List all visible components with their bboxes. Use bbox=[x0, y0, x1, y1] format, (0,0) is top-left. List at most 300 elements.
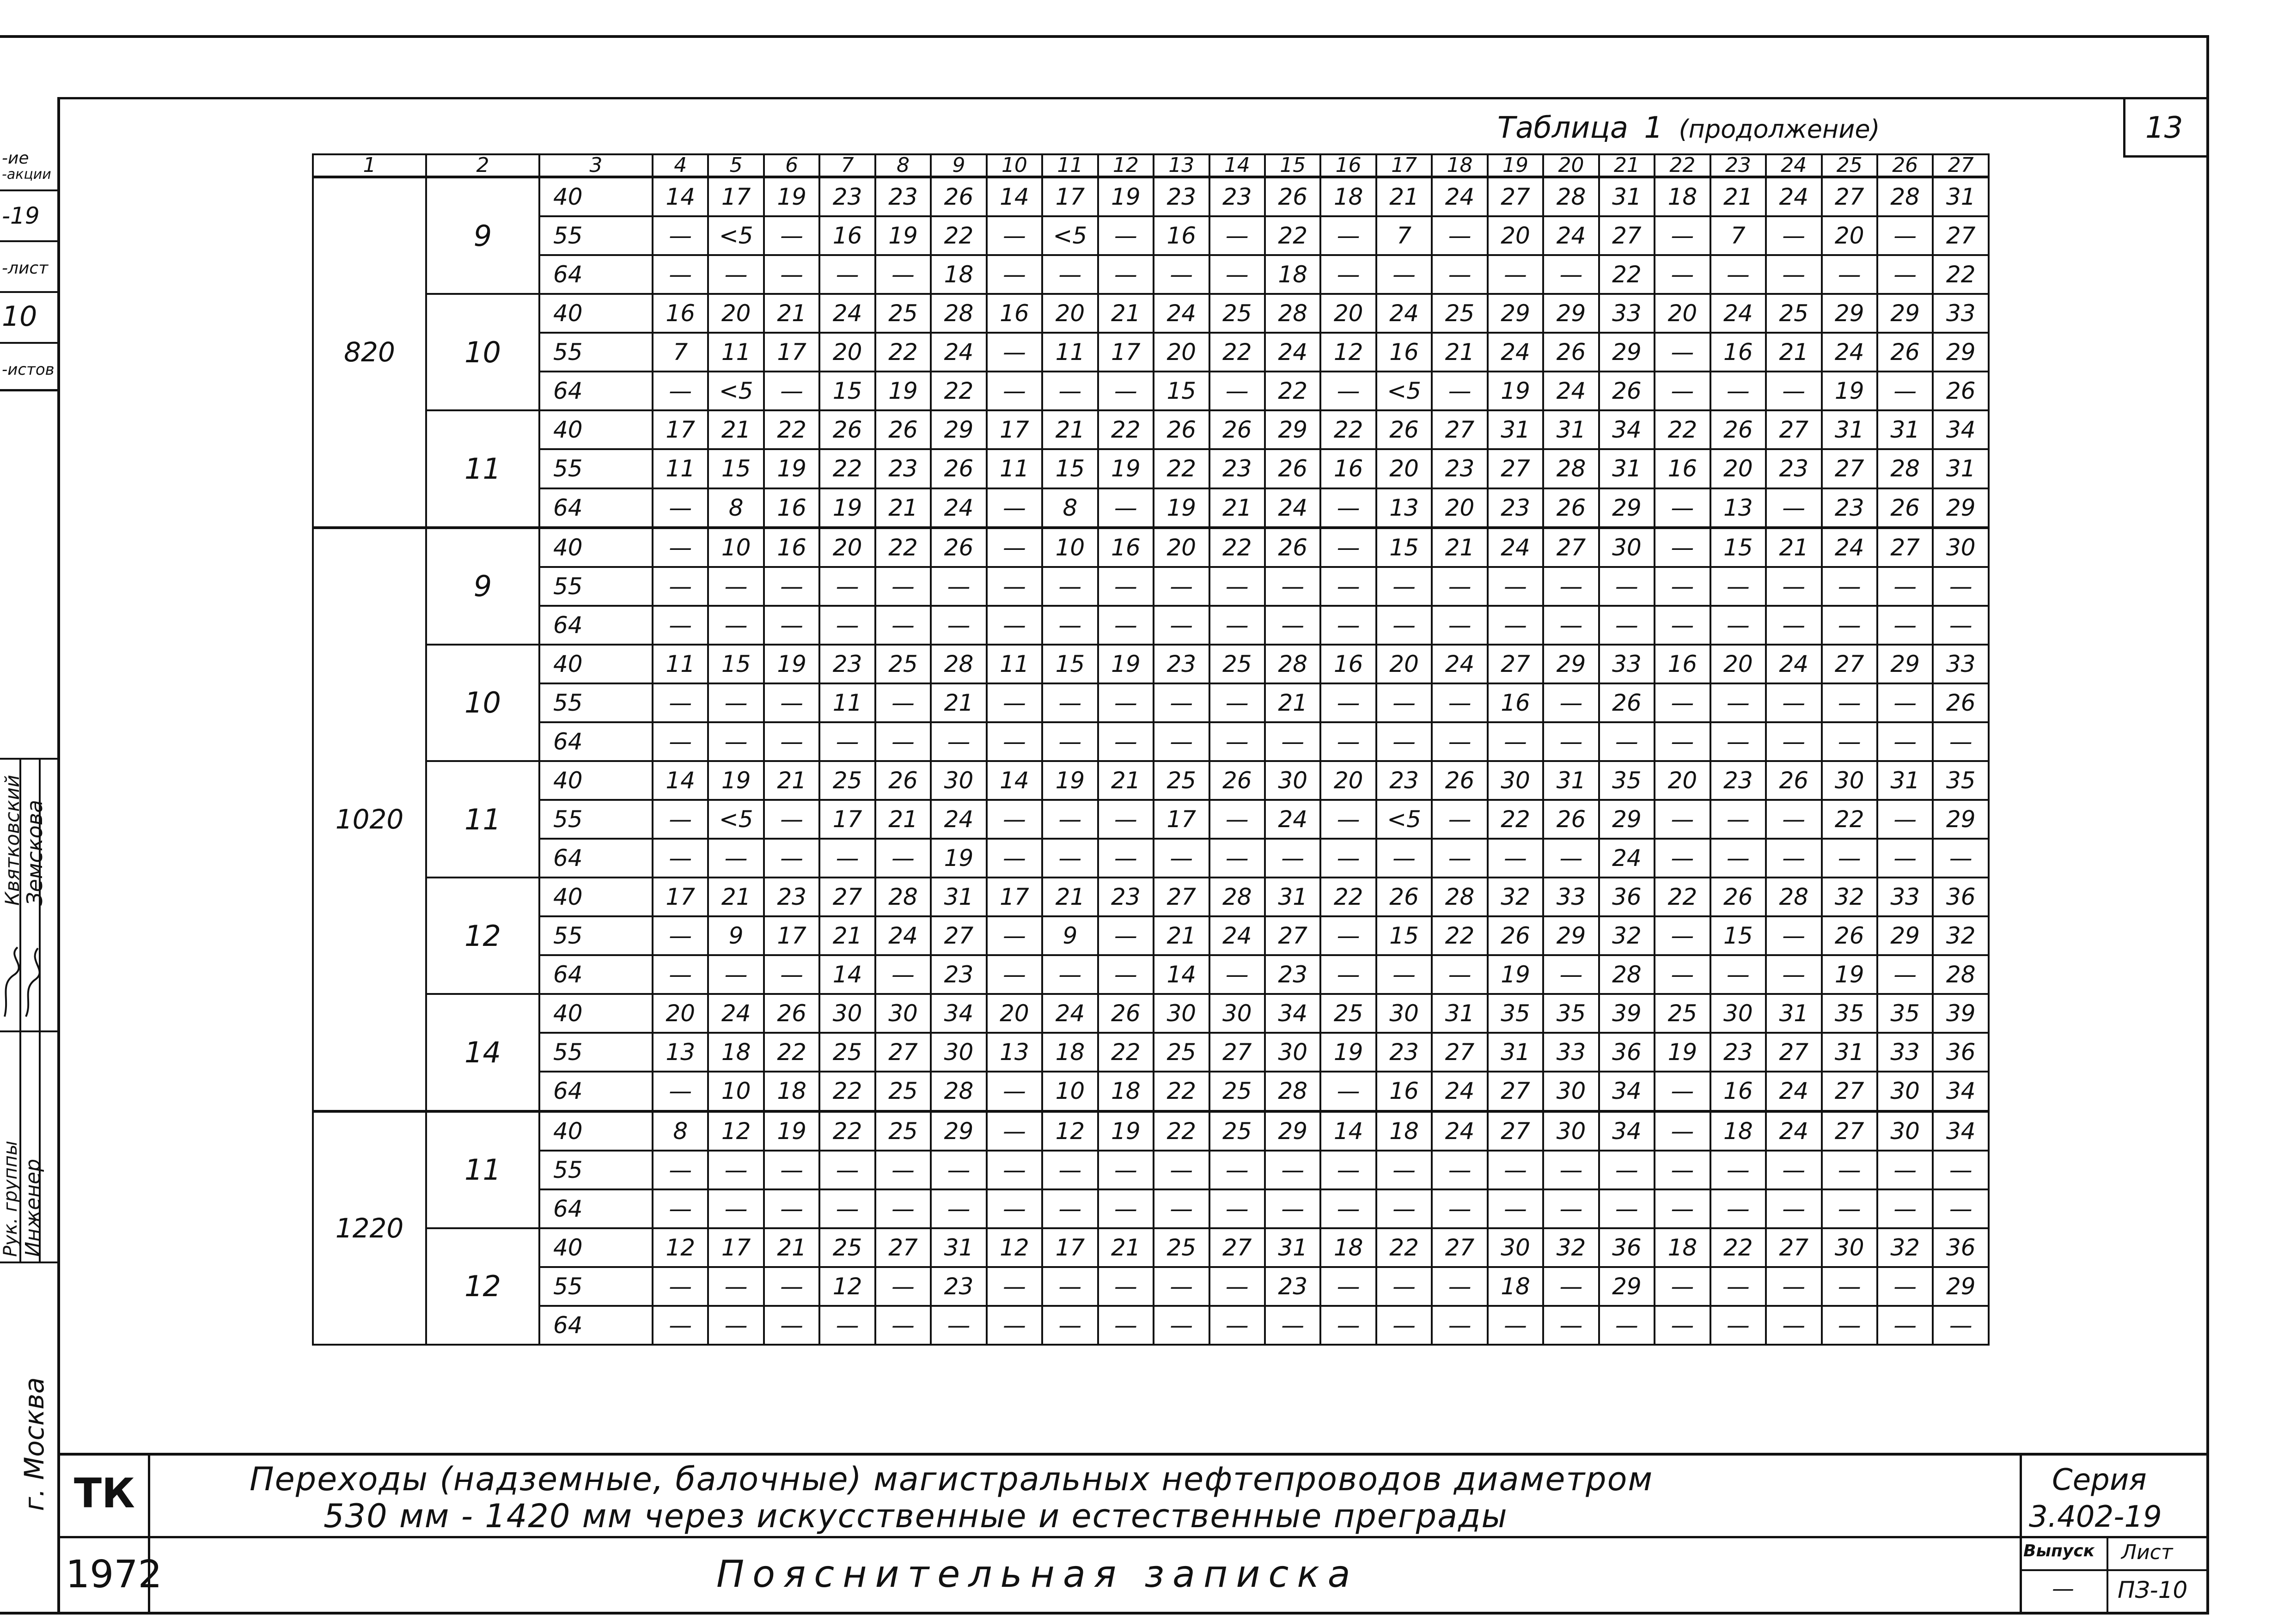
value-cell: 32 bbox=[1933, 916, 1989, 955]
value-cell: — bbox=[987, 916, 1042, 955]
value-cell: 22 bbox=[931, 372, 986, 410]
page-number: 13 bbox=[2145, 111, 2183, 145]
value-cell: 27 bbox=[1488, 449, 1543, 488]
value-cell: — bbox=[653, 216, 708, 255]
value-cell: 26 bbox=[931, 177, 986, 216]
value-cell: — bbox=[1042, 722, 1098, 761]
table-row bbox=[313, 177, 1989, 216]
value-cell: 29 bbox=[1933, 800, 1989, 839]
value-cell: — bbox=[1766, 683, 1821, 722]
value-cell: 22 bbox=[1655, 410, 1710, 449]
value-cell: — bbox=[1432, 722, 1487, 761]
stub-text-4: -лист bbox=[2, 259, 49, 278]
name-head: Квятковский bbox=[1, 774, 24, 906]
value-cell: 21 bbox=[1098, 294, 1154, 333]
value-cell: 21 bbox=[875, 800, 931, 839]
value-cell: 20 bbox=[1655, 761, 1710, 800]
value-cell: — bbox=[1154, 1189, 1209, 1228]
table-row bbox=[313, 994, 1989, 1033]
value-cell: 27 bbox=[1766, 1033, 1821, 1072]
value-cell: — bbox=[1655, 1306, 1710, 1345]
value-cell: 20 bbox=[1710, 645, 1766, 683]
value-cell: — bbox=[1432, 372, 1487, 410]
value-cell: 20 bbox=[1488, 216, 1543, 255]
value-cell: 22 bbox=[1710, 1228, 1766, 1267]
value-cell: 17 bbox=[764, 916, 819, 955]
value-cell: 25 bbox=[875, 1072, 931, 1111]
sig-block-top bbox=[0, 758, 58, 760]
issue-sheet-divider bbox=[2107, 1536, 2108, 1615]
value-cell: — bbox=[1655, 372, 1710, 410]
value-cell: 20 bbox=[708, 294, 763, 333]
value-cell: — bbox=[764, 567, 819, 606]
column-header: 14 bbox=[1209, 154, 1265, 177]
value-cell: 9 bbox=[1042, 916, 1098, 955]
value-cell: 8 bbox=[1042, 488, 1098, 528]
value-cell: 25 bbox=[1209, 1072, 1265, 1111]
value-cell: 24 bbox=[1543, 372, 1599, 410]
value-cell: — bbox=[1933, 722, 1989, 761]
value-cell: 27 bbox=[1822, 645, 1877, 683]
value-cell: 12 bbox=[653, 1228, 708, 1267]
value-cell: 29 bbox=[1877, 294, 1933, 333]
value-cell: 22 bbox=[1320, 878, 1376, 916]
wall-thickness-cell: 12 bbox=[426, 878, 539, 994]
project-title-line2: 530 мм - 1420 мм через искусственные и естественные преграды bbox=[324, 1497, 1508, 1535]
value-cell: 27 bbox=[819, 878, 875, 916]
value-cell: 19 bbox=[1320, 1033, 1376, 1072]
value-cell: 21 bbox=[708, 878, 763, 916]
value-cell: 21 bbox=[764, 294, 819, 333]
value-cell: — bbox=[1265, 1189, 1320, 1228]
value-cell: — bbox=[1432, 955, 1487, 994]
value-cell: 21 bbox=[875, 488, 931, 528]
value-cell: 18 bbox=[1376, 1111, 1432, 1151]
pressure-cell: 64 bbox=[539, 606, 653, 645]
column-header: 12 bbox=[1098, 154, 1154, 177]
value-cell: 14 bbox=[1154, 955, 1209, 994]
value-cell: 23 bbox=[1710, 761, 1766, 800]
value-cell: 22 bbox=[1265, 372, 1320, 410]
value-cell: 39 bbox=[1933, 994, 1989, 1033]
value-cell: 26 bbox=[1543, 488, 1599, 528]
column-header: 7 bbox=[819, 154, 875, 177]
value-cell: — bbox=[1376, 606, 1432, 645]
value-cell: 17 bbox=[764, 333, 819, 372]
value-cell: 27 bbox=[875, 1228, 931, 1267]
value-cell: 27 bbox=[1822, 449, 1877, 488]
stub-divider-1 bbox=[0, 189, 58, 191]
value-cell: 21 bbox=[1432, 528, 1487, 567]
value-cell: 16 bbox=[653, 294, 708, 333]
column-header: 8 bbox=[875, 154, 931, 177]
value-cell: — bbox=[1543, 1306, 1599, 1345]
value-cell: 23 bbox=[1766, 449, 1821, 488]
value-cell: 29 bbox=[1877, 645, 1933, 683]
value-cell: — bbox=[1320, 1267, 1376, 1306]
value-cell: — bbox=[1209, 567, 1265, 606]
value-cell: 22 bbox=[1098, 410, 1154, 449]
value-cell: 13 bbox=[1710, 488, 1766, 528]
value-cell: 24 bbox=[1766, 1111, 1821, 1151]
value-cell: — bbox=[1543, 1151, 1599, 1189]
value-cell: 13 bbox=[1376, 488, 1432, 528]
value-cell: 21 bbox=[1154, 916, 1209, 955]
value-cell: — bbox=[1154, 1151, 1209, 1189]
value-cell: — bbox=[1432, 1189, 1487, 1228]
value-cell: — bbox=[1098, 955, 1154, 994]
column-header: 16 bbox=[1320, 154, 1376, 177]
value-cell: 19 bbox=[931, 839, 986, 878]
value-cell: 24 bbox=[1265, 488, 1320, 528]
value-cell: — bbox=[1655, 916, 1710, 955]
value-cell: — bbox=[1098, 488, 1154, 528]
column-header: 23 bbox=[1710, 154, 1766, 177]
value-cell: — bbox=[1655, 606, 1710, 645]
value-cell: 19 bbox=[1098, 1111, 1154, 1151]
value-cell: — bbox=[1320, 1151, 1376, 1189]
value-cell: — bbox=[819, 1151, 875, 1189]
value-cell: — bbox=[653, 722, 708, 761]
table-number: 1 bbox=[1644, 111, 1663, 145]
value-cell: — bbox=[653, 1267, 708, 1306]
table-row bbox=[313, 216, 1989, 255]
value-cell: 25 bbox=[1154, 1228, 1209, 1267]
value-cell: 11 bbox=[708, 333, 763, 372]
value-cell: — bbox=[1098, 1306, 1154, 1345]
value-cell: — bbox=[987, 255, 1042, 294]
page-number-box-left bbox=[2123, 97, 2125, 157]
value-cell: — bbox=[1265, 1151, 1320, 1189]
value-cell: 21 bbox=[1376, 177, 1432, 216]
value-cell: — bbox=[1265, 606, 1320, 645]
value-cell: 7 bbox=[653, 333, 708, 372]
value-cell: — bbox=[1933, 839, 1989, 878]
value-cell: 19 bbox=[1822, 955, 1877, 994]
value-cell: 16 bbox=[1320, 645, 1376, 683]
value-cell: — bbox=[1877, 1189, 1933, 1228]
value-cell: — bbox=[1432, 839, 1487, 878]
value-cell: 21 bbox=[1710, 177, 1766, 216]
table-row bbox=[313, 955, 1989, 994]
value-cell: 28 bbox=[1877, 177, 1933, 216]
value-cell: — bbox=[1154, 683, 1209, 722]
issue-label: Выпуск bbox=[2023, 1542, 2095, 1560]
pressure-cell: 64 bbox=[539, 722, 653, 761]
value-cell: 15 bbox=[708, 449, 763, 488]
value-cell: 28 bbox=[931, 645, 986, 683]
value-cell: — bbox=[1543, 606, 1599, 645]
value-cell: 29 bbox=[1599, 488, 1655, 528]
value-cell: — bbox=[1154, 567, 1209, 606]
value-cell: 22 bbox=[1154, 1111, 1209, 1151]
value-cell: 26 bbox=[819, 410, 875, 449]
value-cell: — bbox=[1209, 800, 1265, 839]
value-cell: 36 bbox=[1599, 878, 1655, 916]
value-cell: 28 bbox=[1543, 449, 1599, 488]
value-cell: 23 bbox=[1265, 955, 1320, 994]
value-cell: 23 bbox=[931, 1267, 986, 1306]
pressure-cell: 55 bbox=[539, 1151, 653, 1189]
value-cell: — bbox=[987, 216, 1042, 255]
value-cell: — bbox=[931, 1189, 986, 1228]
value-cell: 34 bbox=[931, 994, 986, 1033]
value-cell: — bbox=[764, 1306, 819, 1345]
value-cell: 27 bbox=[1154, 878, 1209, 916]
value-cell: — bbox=[1042, 955, 1098, 994]
pressure-cell: 55 bbox=[539, 333, 653, 372]
value-cell: — bbox=[653, 955, 708, 994]
value-cell: 23 bbox=[1710, 1033, 1766, 1072]
issue-value: — bbox=[2052, 1576, 2074, 1602]
value-cell: — bbox=[875, 1151, 931, 1189]
value-cell: — bbox=[1599, 722, 1655, 761]
value-cell: — bbox=[875, 839, 931, 878]
value-cell: — bbox=[1154, 606, 1209, 645]
value-cell: 23 bbox=[875, 449, 931, 488]
value-cell: 26 bbox=[1877, 333, 1933, 372]
value-cell: 36 bbox=[1933, 1033, 1989, 1072]
value-cell: 11 bbox=[1042, 333, 1098, 372]
value-cell: — bbox=[1766, 1306, 1821, 1345]
value-cell: — bbox=[1209, 683, 1265, 722]
value-cell: — bbox=[1320, 1306, 1376, 1345]
value-cell: 24 bbox=[708, 994, 763, 1033]
stub-divider-3 bbox=[0, 291, 58, 293]
value-cell: 30 bbox=[1488, 761, 1543, 800]
value-cell: 24 bbox=[931, 333, 986, 372]
value-cell: — bbox=[1877, 683, 1933, 722]
table-row bbox=[313, 528, 1989, 567]
value-cell: 21 bbox=[1265, 683, 1320, 722]
value-cell: 30 bbox=[1599, 528, 1655, 567]
value-cell: 18 bbox=[708, 1033, 763, 1072]
value-cell: 31 bbox=[931, 1228, 986, 1267]
value-cell: 18 bbox=[1320, 177, 1376, 216]
value-cell: 29 bbox=[1265, 410, 1320, 449]
value-cell: 16 bbox=[987, 294, 1042, 333]
wall-thickness-cell: 12 bbox=[426, 1228, 539, 1345]
value-cell: — bbox=[1098, 1151, 1154, 1189]
value-cell: 22 bbox=[1822, 800, 1877, 839]
value-cell: 31 bbox=[1265, 1228, 1320, 1267]
value-cell: 27 bbox=[1488, 645, 1543, 683]
value-cell: 33 bbox=[1599, 645, 1655, 683]
value-cell: — bbox=[1320, 216, 1376, 255]
value-cell: 30 bbox=[875, 994, 931, 1033]
value-cell: — bbox=[931, 567, 986, 606]
value-cell: — bbox=[1488, 722, 1543, 761]
value-cell: — bbox=[875, 955, 931, 994]
org-code: ТК bbox=[74, 1469, 135, 1517]
value-cell: — bbox=[1877, 372, 1933, 410]
value-cell: 26 bbox=[1599, 372, 1655, 410]
value-cell: 32 bbox=[1488, 878, 1543, 916]
frame-inner-left-line bbox=[57, 97, 60, 1615]
value-cell: 8 bbox=[653, 1111, 708, 1151]
value-cell: — bbox=[1710, 1306, 1766, 1345]
value-cell: 31 bbox=[1599, 177, 1655, 216]
value-cell: 18 bbox=[764, 1072, 819, 1111]
value-cell: — bbox=[1710, 567, 1766, 606]
value-cell: — bbox=[1543, 955, 1599, 994]
value-cell: — bbox=[1877, 255, 1933, 294]
value-cell: 28 bbox=[1265, 1072, 1320, 1111]
value-cell: 20 bbox=[987, 994, 1042, 1033]
value-cell: 27 bbox=[1766, 1228, 1821, 1267]
value-cell: 25 bbox=[1209, 294, 1265, 333]
value-cell: 17 bbox=[1154, 800, 1209, 839]
value-cell: 24 bbox=[875, 916, 931, 955]
value-cell: — bbox=[1822, 606, 1877, 645]
value-cell: — bbox=[1655, 683, 1710, 722]
value-cell: 23 bbox=[819, 645, 875, 683]
value-cell: — bbox=[819, 1306, 875, 1345]
value-cell: — bbox=[1376, 683, 1432, 722]
value-cell: 17 bbox=[653, 410, 708, 449]
value-cell: — bbox=[653, 1072, 708, 1111]
value-cell: — bbox=[987, 372, 1042, 410]
table-row bbox=[313, 294, 1989, 333]
value-cell: — bbox=[1766, 372, 1821, 410]
value-cell: — bbox=[1710, 955, 1766, 994]
value-cell: — bbox=[1822, 1267, 1877, 1306]
value-cell: — bbox=[708, 683, 763, 722]
value-cell: — bbox=[1655, 800, 1710, 839]
value-cell: 23 bbox=[1154, 645, 1209, 683]
column-header: 6 bbox=[764, 154, 819, 177]
value-cell: — bbox=[1098, 372, 1154, 410]
value-cell: — bbox=[1766, 606, 1821, 645]
pressure-cell: 55 bbox=[539, 916, 653, 955]
value-cell: 19 bbox=[1488, 372, 1543, 410]
value-cell: 29 bbox=[1488, 294, 1543, 333]
value-cell: 16 bbox=[1655, 449, 1710, 488]
value-cell: 35 bbox=[1822, 994, 1877, 1033]
value-cell: — bbox=[875, 1189, 931, 1228]
value-cell: — bbox=[653, 488, 708, 528]
value-cell: 21 bbox=[931, 683, 986, 722]
value-cell: — bbox=[1265, 839, 1320, 878]
value-cell: — bbox=[931, 722, 986, 761]
pressure-cell: 40 bbox=[539, 177, 653, 216]
value-cell: 34 bbox=[1265, 994, 1320, 1033]
column-header: 18 bbox=[1432, 154, 1487, 177]
value-cell: 26 bbox=[1098, 994, 1154, 1033]
value-cell: — bbox=[1766, 488, 1821, 528]
value-cell: 29 bbox=[931, 1111, 986, 1151]
signatures-drawing bbox=[0, 943, 58, 1026]
value-cell: — bbox=[819, 255, 875, 294]
value-cell: 29 bbox=[1933, 488, 1989, 528]
value-cell: — bbox=[708, 1267, 763, 1306]
value-cell: 29 bbox=[1543, 645, 1599, 683]
value-cell: 19 bbox=[1098, 177, 1154, 216]
title-block-mid bbox=[57, 1536, 2209, 1538]
value-cell: — bbox=[1710, 722, 1766, 761]
value-cell: 12 bbox=[1042, 1111, 1098, 1151]
value-cell: — bbox=[1766, 216, 1821, 255]
value-cell: 36 bbox=[1933, 1228, 1989, 1267]
value-cell: — bbox=[653, 916, 708, 955]
value-cell: — bbox=[987, 1072, 1042, 1111]
value-cell: <5 bbox=[708, 216, 763, 255]
stub-text-6: -истов bbox=[2, 360, 55, 379]
value-cell: 26 bbox=[875, 410, 931, 449]
value-cell: — bbox=[931, 606, 986, 645]
value-cell: — bbox=[1822, 722, 1877, 761]
table-row bbox=[313, 839, 1989, 878]
value-cell: — bbox=[987, 606, 1042, 645]
value-cell: 22 bbox=[875, 528, 931, 567]
value-cell: — bbox=[764, 606, 819, 645]
value-cell: 18 bbox=[1655, 177, 1710, 216]
pressure-cell: 40 bbox=[539, 1228, 653, 1267]
value-cell: 23 bbox=[875, 177, 931, 216]
value-cell: — bbox=[1098, 1189, 1154, 1228]
value-cell: 27 bbox=[1488, 177, 1543, 216]
city-label: г. Москва bbox=[18, 1377, 50, 1511]
value-cell: 19 bbox=[875, 216, 931, 255]
table-caption bbox=[1497, 111, 1880, 145]
value-cell: — bbox=[875, 1267, 931, 1306]
value-cell: 23 bbox=[1376, 1033, 1432, 1072]
value-cell: — bbox=[1265, 567, 1320, 606]
pressure-cell: 64 bbox=[539, 488, 653, 528]
value-cell: 30 bbox=[1209, 994, 1265, 1033]
value-cell: 22 bbox=[819, 1111, 875, 1151]
value-cell: — bbox=[875, 255, 931, 294]
table-row bbox=[313, 606, 1989, 645]
value-cell: — bbox=[1098, 916, 1154, 955]
value-cell: 24 bbox=[1599, 839, 1655, 878]
value-cell: — bbox=[1098, 683, 1154, 722]
pressure-cell: 40 bbox=[539, 878, 653, 916]
value-cell: 14 bbox=[1320, 1111, 1376, 1151]
table-row bbox=[313, 722, 1989, 761]
value-cell: — bbox=[987, 839, 1042, 878]
pipe-diameter-cell: 820 bbox=[313, 177, 426, 528]
value-cell: — bbox=[708, 955, 763, 994]
value-cell: 28 bbox=[1599, 955, 1655, 994]
value-cell: — bbox=[1432, 255, 1487, 294]
value-cell: 29 bbox=[1599, 333, 1655, 372]
value-cell: — bbox=[653, 255, 708, 294]
column-header: 9 bbox=[931, 154, 986, 177]
value-cell: — bbox=[1098, 255, 1154, 294]
column-header: 24 bbox=[1766, 154, 1821, 177]
value-cell: <5 bbox=[1376, 800, 1432, 839]
value-cell: 13 bbox=[653, 1033, 708, 1072]
value-cell: — bbox=[1320, 683, 1376, 722]
value-cell: 23 bbox=[931, 955, 986, 994]
value-cell: 34 bbox=[1599, 1111, 1655, 1151]
value-cell: 14 bbox=[653, 761, 708, 800]
value-cell: 16 bbox=[1376, 333, 1432, 372]
table-row bbox=[313, 878, 1989, 916]
value-cell: — bbox=[1488, 1306, 1543, 1345]
value-cell: 26 bbox=[1209, 761, 1265, 800]
value-cell: 22 bbox=[1376, 1228, 1432, 1267]
frame-inner-top-line bbox=[57, 97, 2209, 99]
value-cell: 18 bbox=[1488, 1267, 1543, 1306]
value-cell: — bbox=[1822, 1151, 1877, 1189]
value-cell: — bbox=[1877, 1151, 1933, 1189]
value-cell: 15 bbox=[1154, 372, 1209, 410]
value-cell: 10 bbox=[708, 528, 763, 567]
pressure-cell: 64 bbox=[539, 839, 653, 878]
wall-thickness-cell: 14 bbox=[426, 994, 539, 1111]
